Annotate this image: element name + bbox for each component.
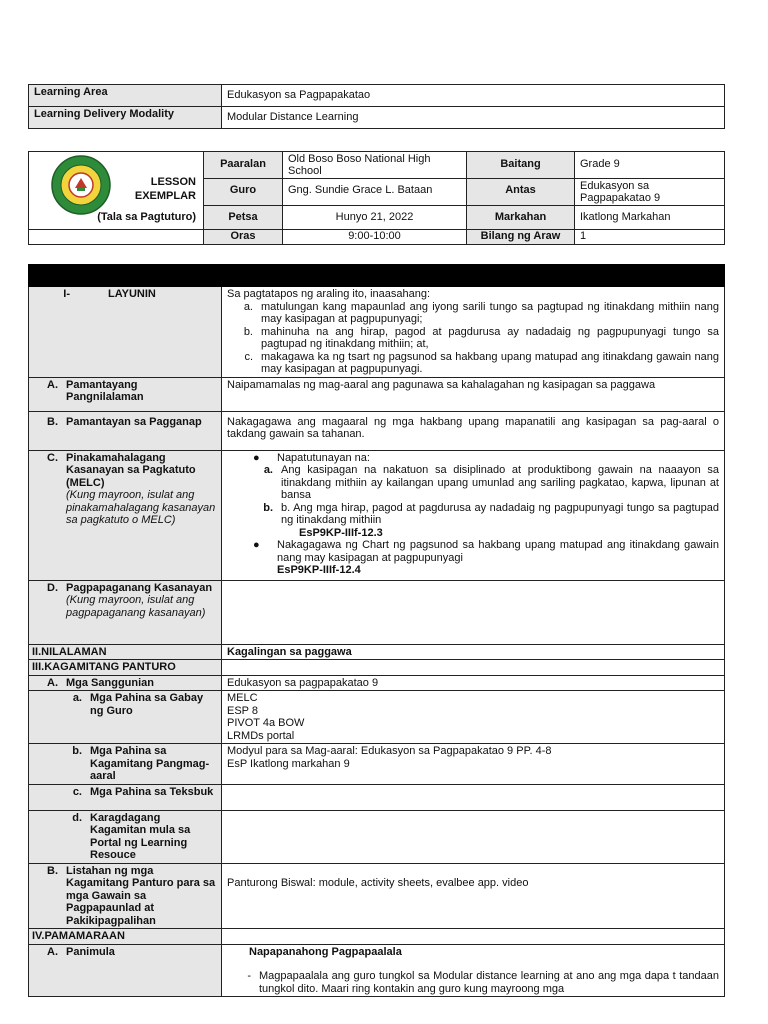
oras-spacer (29, 230, 204, 245)
sanggunian-title: Mga Sanggunian (66, 676, 154, 689)
listahan-label-cell (29, 863, 222, 929)
nilalaman-text: Kagalingan sa paggawa (222, 644, 725, 660)
gabay-label-cell (29, 691, 222, 744)
tala-label: (Tala sa Pagtuturo) (97, 211, 196, 223)
layunin-item-letter: c. (244, 350, 253, 363)
kagamitan-content (222, 660, 725, 676)
panimula-dash: - (247, 970, 251, 982)
petsa-label: Petsa (204, 206, 283, 230)
layunin-title: LAYUNIN (108, 288, 156, 300)
melc-note: (Kung mayroon, isulat ang pinakamahalagang kasanayan sa pagkatuto o MELC) (66, 489, 216, 526)
melc-a-text: Ang kasipagan na nakatuon sa disiplinado at produktibong gawain na naaayon sa itinakdang mithiin ay kailangan upang umunlad ang sariling pagkatao, kapwa, lipunan at bansa (281, 464, 719, 501)
guro-label: Guro (204, 179, 283, 206)
exemplar-label: EXEMPLAR (134, 190, 196, 202)
lesson-body-table (28, 264, 725, 997)
melc-code-1: EsP9KP-IIIf-12.3 (299, 526, 383, 539)
layunin-content (222, 287, 725, 378)
melc-content: ● Napatutunayan na: a. Ang kasipagan na nakatuon sa disiplinado at produktibong gawain na naaayon sa itinakdang mithiin ay kailangan upang umunlad ang sariling pagkatao, kapwa, lipunan at bansa b. b. Ang mga hirap, pagod at pagdurusa ay nadadaig ng pagpupunyagi tungo sa pagtupad ng itinakdang mithiin EsP9KP-IIIf-12.3 ● Nakagagawa ng Chart ng pagsunod sa hakbang upang matupad ang itinakdang gawain nang may kasipagan at pagpupunyagi EsP9KP-IIIf-12.4 (222, 450, 725, 580)
gabay-content (222, 691, 725, 744)
melc-label-cell (29, 450, 222, 580)
sanggunian-label-cell (29, 675, 222, 691)
melc-bullet-2: Nakagagawa ng Chart ng pagsunod sa hakbang upang matupad ang itinakdang gawain nang may kasipagan at pagpupunyagi (277, 539, 719, 564)
kagamitang-pm-content (222, 744, 725, 785)
kagamitang-pm-label-cell (29, 744, 222, 785)
bilang-ng-araw-label: Bilang ng Araw (467, 230, 575, 245)
gabay-title: Mga Pahina sa Gabay ng Guro (90, 692, 204, 717)
pamantayang-label-cell (29, 377, 222, 411)
pamantayan-title: Pamantayan sa Pagganap (66, 415, 202, 428)
pamantayang-num: A. (47, 378, 58, 391)
sanggunian-num: A. (47, 676, 58, 689)
pamantayan-label-cell (29, 411, 222, 450)
layunin-num: I- (63, 288, 70, 300)
lesson-header-table (28, 151, 725, 245)
oras-label: Oras (204, 230, 283, 245)
teksbuk-num: c. (72, 785, 82, 798)
layunin-item: matulungan kang mapaunlad ang iyong sarili tungo sa pagtupad ng itinakdang mithiin nang may kasipagan at pagpupunyagi; (261, 300, 719, 325)
gabay-line: LRMDs portal (227, 729, 295, 742)
pagpapaganang-num: D. (47, 581, 58, 594)
teksbuk-content (222, 784, 725, 810)
panimula-content (222, 944, 725, 997)
gabay-line: ESP 8 (227, 704, 258, 717)
layunin-intro: Sa pagtatapos ng araling ito, inaasahang: (227, 288, 431, 300)
panimula-title: Panimula (66, 945, 115, 958)
layunin-item: makagawa ka ng tsart ng pagsunod sa hakbang upang matupad ang itinakdang gawain nang may kasipagan at pagpupunyagi. (261, 350, 719, 375)
karagdagang-label-cell (29, 810, 222, 863)
melc-a-letter: a. (263, 464, 273, 476)
gabay-line: MELC (227, 692, 258, 704)
melc-code-2: EsP9KP-IIIf-12.4 (277, 564, 361, 576)
gabay-num: a. (72, 692, 82, 704)
pamantayang-title: Pamantayang Pangnilalaman (66, 378, 144, 403)
melc-b-letter: b. (263, 501, 273, 514)
antas-value: Edukasyon sa Pagpapakatao 9 (575, 179, 725, 206)
oras-value: 9:00-10:00 (283, 230, 467, 245)
nilalaman-label: II.NILALAMAN (29, 644, 222, 660)
kagamitang-pm-num: b. (72, 745, 82, 757)
sanggunian-text: Edukasyon sa pagpapakatao 9 (222, 675, 725, 691)
guro-value: Gng. Sundie Grace L. Bataan (283, 179, 467, 206)
kagamitang-pm-line: EsP Ikatlong markahan 9 (227, 757, 350, 770)
panimula-heading: Napapanahong Pagpapaalala (249, 945, 402, 958)
panimula-num: A. (47, 945, 58, 958)
listahan-text: Panturong Biswal: module, activity sheets, evalbee app. video (222, 863, 725, 929)
layunin-item-letter: b. (243, 325, 253, 338)
delivery-modality-value: Modular Distance Learning (222, 107, 725, 129)
markahan-label: Markahan (467, 206, 575, 230)
panimula-text: Magpapaalala ang guro tungkol sa Modular distance learning at ano ang mga dapa t tandaan tungkol dito. Maari ring kontakin ang guro kung mayroong mga (259, 970, 719, 995)
kagamitang-pm-line: Modyul para sa Mag-aaral: Edukasyon sa Pagpapakatao 9 PP. 4-8 (227, 745, 552, 757)
melc-b-text: b. Ang mga hirap, pagod at pagdurusa ay nadadaig ng pagpupunyagi tungo sa pagtupad ng itinakdang mithiin (281, 501, 719, 526)
kagamitan-label: III.KAGAMITANG PANTURO (29, 660, 222, 676)
melc-title: Pinakamahalagang Kasanayan sa Pagkatuto (MELC) (66, 451, 196, 489)
delivery-modality-label: Learning Delivery Modality (29, 107, 222, 129)
gabay-line: PIVOT 4a BOW (227, 717, 305, 729)
petsa-value: Hunyo 21, 2022 (283, 206, 467, 230)
bilang-ng-araw-value: 1 (575, 230, 725, 245)
pagpapaganang-content (222, 580, 725, 644)
pagpapaganang-title: Pagpapaganang Kasanayan (66, 581, 213, 594)
pamantayan-num: B. (47, 415, 58, 428)
pagpapaganang-note: (Kung mayroon, isulat ang pagpapaganang kasanayan) (66, 594, 206, 619)
karagdagang-title: Karagdagang Kagamitan mula sa Portal ng Learning Resouce (90, 811, 191, 861)
paaralan-value: Old Boso Boso National High School (283, 152, 467, 179)
lesson-label: LESSON (150, 176, 196, 188)
panimula-label-cell (29, 944, 222, 997)
pamantayang-text: Naipamamalas ng mag-aaral ang pagunawa sa kahalagahan ng kasipagan sa paggawa (222, 377, 725, 411)
melc-num: C. (47, 451, 58, 464)
teksbuk-title: Mga Pahina sa Teksbuk (90, 785, 214, 798)
section-header-bar (29, 265, 725, 287)
learning-area-table (28, 84, 725, 129)
layunin-item-letter: a. (243, 300, 253, 313)
learning-area-value: Edukasyon sa Pagpapakatao (222, 85, 725, 107)
paaralan-label: Paaralan (204, 152, 283, 179)
layunin-item: mahinuha na ang hirap, pagod at pagdurusa ay nadadaig ng pagpupunyagi tungo sa pagtupad ng itinakdang mithiin; at, (261, 325, 719, 350)
teksbuk-label-cell (29, 784, 222, 810)
school-seal-logo (50, 154, 112, 216)
pamamaraan-label: IV.PAMAMARAAN (29, 929, 222, 945)
layunin-label-cell (29, 287, 222, 378)
listahan-num: B. (47, 864, 58, 877)
kagamitang-pm-title: Mga Pahina sa Kagamitang Pangmag-aaral (90, 745, 210, 782)
listahan-title: Listahan ng mga Kagamitang Panturo para sa mga Gawain sa Pagpapaunlad at Pakikipagpalihan (66, 864, 216, 927)
learning-area-label: Learning Area (29, 85, 222, 107)
markahan-value: Ikatlong Markahan (575, 206, 725, 230)
pamamaraan-content (222, 929, 725, 945)
karagdagang-content (222, 810, 725, 863)
antas-label: Antas (467, 179, 575, 206)
baitang-label: Baitang (467, 152, 575, 179)
karagdagang-num: d. (72, 811, 82, 824)
melc-bullet-1: Napatutunayan na: (277, 451, 370, 464)
pamantayan-text: Nakagagawa ang magaaral ng mga hakbang upang mapanatili ang kasipagan sa pag-aaral o takdang gawain sa tahanan. (222, 411, 725, 450)
pagpapaganang-label-cell (29, 580, 222, 644)
baitang-value: Grade 9 (575, 152, 725, 179)
